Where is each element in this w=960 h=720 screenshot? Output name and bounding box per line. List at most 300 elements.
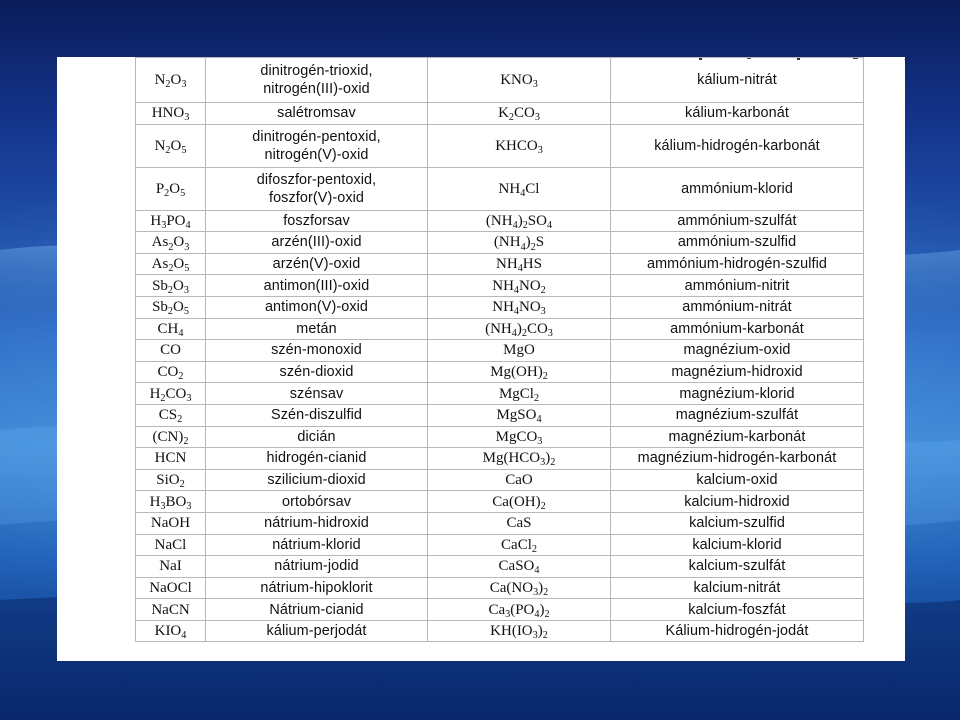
name-line: ammónium-karbonát bbox=[670, 320, 804, 337]
formula-subscript: 3 bbox=[540, 306, 546, 318]
formula-subscript: 3 bbox=[547, 327, 553, 339]
formula-cell bbox=[136, 361, 206, 383]
formula-symbol: SO bbox=[527, 212, 547, 229]
name-line: kalcium-szulfid bbox=[689, 515, 785, 532]
formula-cell bbox=[136, 426, 206, 448]
name-line: kalcium-nitrát bbox=[693, 579, 781, 596]
table-row bbox=[136, 534, 864, 556]
formula-symbol: Ca bbox=[488, 601, 506, 618]
formula-symbol: Sb bbox=[152, 277, 168, 294]
name-cell bbox=[611, 210, 864, 232]
name-line: kálium-hidrogén-karbonát bbox=[654, 137, 820, 154]
formula-symbol: Sb bbox=[152, 299, 168, 316]
formula-symbol: HCN bbox=[154, 450, 187, 467]
name-line: arzén(V)-oxid bbox=[272, 256, 361, 273]
formula-symbol: (NH bbox=[485, 212, 513, 229]
formula-symbol: NO bbox=[519, 277, 541, 294]
name-line: kálium-perjodát bbox=[266, 623, 367, 640]
name-line: ortobórsav bbox=[282, 493, 351, 510]
name-line: nátrium-jodid bbox=[274, 558, 359, 575]
name-cell bbox=[611, 124, 864, 167]
formula-cell bbox=[136, 577, 206, 599]
name-line: kalcium-hidroxid bbox=[684, 493, 790, 510]
name-cell bbox=[206, 448, 428, 470]
formula-symbol: As bbox=[151, 234, 169, 251]
formula-subscript: 3 bbox=[505, 608, 511, 620]
formula-subscript: 2 bbox=[179, 479, 185, 491]
table-row bbox=[136, 620, 864, 642]
formula-subscript: 2 bbox=[542, 630, 548, 642]
formula-subscript: 2 bbox=[165, 144, 171, 156]
formula-cell bbox=[428, 58, 611, 103]
formula-symbol: KIO bbox=[154, 623, 182, 640]
name-line: kálium-nitrát bbox=[697, 72, 777, 88]
name-line: magnézium-karbonát bbox=[668, 428, 806, 445]
name-cell bbox=[611, 296, 864, 318]
name-line: szénsav bbox=[289, 385, 344, 402]
name-cell bbox=[611, 448, 864, 470]
formula-cell bbox=[136, 167, 206, 210]
name-cell bbox=[611, 469, 864, 491]
formula-symbol: MgO bbox=[503, 342, 535, 359]
name-cell bbox=[206, 620, 428, 642]
name-line: foszforsav bbox=[283, 212, 350, 229]
formula-symbol: ) bbox=[517, 212, 523, 229]
formula-cell bbox=[136, 491, 206, 513]
name-line: nátrium-klorid bbox=[272, 536, 361, 553]
formula-symbol: ) bbox=[538, 579, 544, 596]
formula-symbol: NH bbox=[496, 256, 518, 273]
table-row bbox=[136, 469, 864, 491]
table-row bbox=[136, 577, 864, 599]
name-line: magnézium-hidrogén-karbonát bbox=[637, 450, 837, 467]
formula-cell bbox=[136, 404, 206, 426]
table-row bbox=[136, 210, 864, 232]
formula-subscript: 2 bbox=[168, 263, 174, 275]
formula-subscript: 2 bbox=[164, 187, 170, 199]
table-row bbox=[136, 340, 864, 362]
formula-cell bbox=[428, 491, 611, 513]
formula-subscript: 3 bbox=[537, 144, 543, 156]
formula-subscript: 5 bbox=[183, 306, 189, 318]
table-row bbox=[136, 124, 864, 167]
formula-symbol: NH bbox=[492, 277, 514, 294]
formula-subscript: 2 bbox=[177, 414, 183, 426]
formula-symbol: NH bbox=[498, 180, 521, 197]
formula-symbol: CO bbox=[514, 105, 535, 122]
formula-cell bbox=[136, 124, 206, 167]
formula-cell bbox=[428, 275, 611, 297]
formula-cell bbox=[428, 620, 611, 642]
formula-subscript: 2 bbox=[543, 587, 549, 599]
formula-symbol: O bbox=[173, 277, 184, 294]
table-row bbox=[136, 512, 864, 534]
name-cell bbox=[206, 340, 428, 362]
table-body bbox=[136, 58, 864, 642]
formula-subscript: 3 bbox=[534, 112, 540, 124]
name-line: magnézium-hidroxid bbox=[671, 364, 803, 381]
name-line: magnézium-szulfát bbox=[675, 407, 799, 424]
formula-cell bbox=[136, 296, 206, 318]
formula-symbol: S bbox=[535, 234, 545, 251]
name-cell bbox=[611, 232, 864, 254]
table-row bbox=[136, 426, 864, 448]
formula-subscript: 4 bbox=[534, 565, 540, 577]
formula-subscript: 3 bbox=[540, 457, 546, 469]
name-cell bbox=[611, 275, 864, 297]
table-row bbox=[136, 491, 864, 513]
formula-subscript: 2 bbox=[550, 457, 556, 469]
table-row bbox=[136, 232, 864, 254]
name-line: kalcium-oxid bbox=[696, 472, 778, 489]
formula-symbol: KH(IO bbox=[490, 623, 533, 640]
name-cell bbox=[206, 232, 428, 254]
formula-cell bbox=[136, 318, 206, 340]
name-line: dinitrogén-trioxid, bbox=[260, 63, 373, 79]
formula-cell bbox=[428, 167, 611, 210]
formula-cell bbox=[136, 58, 206, 103]
name-line: hidrogén-cianid bbox=[266, 450, 367, 467]
formula-cell bbox=[136, 512, 206, 534]
formula-cell bbox=[428, 124, 611, 167]
table-row bbox=[136, 448, 864, 470]
formula-symbol: (NH bbox=[493, 234, 521, 251]
formula-subscript: 3 bbox=[161, 219, 167, 231]
formula-symbol: CO bbox=[157, 364, 179, 381]
formula-subscript: 2 bbox=[522, 219, 528, 231]
formula-subscript: 2 bbox=[160, 392, 166, 404]
formula-subscript: 3 bbox=[184, 112, 190, 124]
formula-symbol: As bbox=[151, 256, 169, 273]
formula-symbol: Mg(HCO bbox=[482, 450, 541, 467]
formula-subscript: 4 bbox=[546, 219, 553, 231]
name-line: antimon(V)-oxid bbox=[264, 299, 369, 316]
name-cell bbox=[611, 253, 864, 275]
name-cell bbox=[206, 210, 428, 232]
name-cell bbox=[611, 103, 864, 125]
name-cell bbox=[206, 167, 428, 210]
table-row bbox=[136, 58, 864, 103]
name-line: nátrium-hidroxid bbox=[264, 515, 369, 532]
table-row bbox=[136, 361, 864, 383]
formula-subscript: 5 bbox=[180, 187, 186, 199]
name-cell bbox=[206, 491, 428, 513]
formula-cell bbox=[136, 448, 206, 470]
name-line: salétromsav bbox=[277, 105, 356, 122]
name-cell bbox=[206, 469, 428, 491]
formula-subscript: 4 bbox=[534, 608, 540, 620]
name-cell bbox=[206, 58, 428, 103]
name-line: metán bbox=[296, 320, 337, 337]
formula-cell bbox=[428, 426, 611, 448]
name-cell bbox=[206, 512, 428, 534]
name-line: kalcium-szulfát bbox=[688, 558, 786, 575]
formula-cell bbox=[428, 296, 611, 318]
formula-symbol: H bbox=[149, 493, 161, 510]
formula-symbol: MgSO bbox=[496, 407, 537, 424]
formula-subscript: 2 bbox=[540, 500, 546, 512]
name-cell bbox=[206, 275, 428, 297]
formula-subscript: 2 bbox=[167, 284, 173, 296]
name-line: nitrogén(V)-oxid bbox=[264, 146, 369, 163]
formula-symbol: HS bbox=[522, 256, 542, 273]
formula-symbol: CaO bbox=[505, 472, 533, 489]
formula-symbol: NaOCl bbox=[149, 579, 192, 596]
formula-subscript: 3 bbox=[183, 284, 189, 296]
name-line: arzén(III)-oxid bbox=[271, 234, 362, 251]
formula-subscript: 3 bbox=[160, 500, 166, 512]
formula-subscript: 2 bbox=[540, 284, 546, 296]
formula-subscript: 2 bbox=[183, 435, 189, 447]
formula-subscript: 5 bbox=[184, 263, 190, 275]
formula-subscript: 4 bbox=[511, 327, 517, 339]
formula-subscript: 2 bbox=[521, 327, 527, 339]
table-row bbox=[136, 556, 864, 578]
formula-symbol: Ca(OH) bbox=[492, 493, 541, 510]
name-line: difoszfor-pentoxid, bbox=[256, 171, 377, 188]
formula-subscript: 4 bbox=[517, 263, 523, 275]
formula-symbol: CS bbox=[158, 407, 178, 424]
name-cell bbox=[611, 383, 864, 405]
formula-symbol: Ca(NO bbox=[489, 579, 534, 596]
name-cell bbox=[206, 318, 428, 340]
formula-cell bbox=[136, 253, 206, 275]
table-row bbox=[136, 253, 864, 275]
name-cell bbox=[611, 491, 864, 513]
formula-subscript: 4 bbox=[513, 306, 519, 318]
formula-symbol: P bbox=[155, 180, 165, 197]
formula-symbol: PO bbox=[166, 212, 186, 229]
formula-symbol: ) bbox=[539, 601, 545, 618]
name-cell bbox=[611, 599, 864, 621]
table-row bbox=[136, 103, 864, 125]
formula-cell bbox=[428, 340, 611, 362]
formula-symbol: O bbox=[173, 299, 184, 316]
name-line: dicián bbox=[297, 428, 336, 445]
name-cell bbox=[206, 383, 428, 405]
formula-subscript: 4 bbox=[520, 187, 526, 199]
name-cell bbox=[611, 361, 864, 383]
formula-cell bbox=[428, 512, 611, 534]
name-line: nitrogén(III)-oxid bbox=[263, 81, 370, 97]
formula-cell bbox=[428, 361, 611, 383]
table-row bbox=[136, 167, 864, 210]
formula-symbol: NaCN bbox=[151, 601, 190, 618]
formula-symbol: MgCl bbox=[498, 385, 534, 402]
table-row bbox=[136, 296, 864, 318]
name-line: foszfor(V)-oxid bbox=[268, 189, 365, 206]
name-cell bbox=[611, 318, 864, 340]
formula-subscript: 2 bbox=[544, 608, 550, 620]
slide-panel bbox=[57, 57, 905, 661]
formula-subscript: 5 bbox=[181, 144, 187, 156]
formula-cell bbox=[136, 469, 206, 491]
formula-symbol: (PO bbox=[510, 601, 535, 618]
formula-symbol: CH bbox=[157, 320, 179, 337]
name-cell bbox=[206, 404, 428, 426]
name-line: ammónium-klorid bbox=[681, 180, 793, 197]
formula-subscript: 3 bbox=[533, 587, 539, 599]
formula-symbol: HNO bbox=[151, 105, 185, 122]
table-row bbox=[136, 599, 864, 621]
name-cell bbox=[206, 296, 428, 318]
name-line: kalcium-foszfát bbox=[688, 601, 786, 618]
formula-subscript: 2 bbox=[533, 392, 540, 404]
name-cell bbox=[611, 556, 864, 578]
formula-symbol: NaI bbox=[159, 558, 182, 575]
formula-symbol: ) bbox=[516, 320, 522, 337]
name-line: kalcium-klorid bbox=[692, 536, 782, 553]
formula-symbol: CO bbox=[160, 342, 181, 359]
name-cell bbox=[206, 577, 428, 599]
name-line: ammónium-szulfát bbox=[677, 212, 797, 229]
name-line: szilicium-dioxid bbox=[267, 472, 366, 489]
formula-symbol: O bbox=[173, 234, 185, 251]
name-line: ammónium-hidrogén-szulfid bbox=[646, 256, 828, 273]
formula-symbol: NO bbox=[519, 299, 541, 316]
formula-symbol: O bbox=[169, 180, 181, 197]
formula-symbol: N bbox=[154, 137, 166, 154]
formula-symbol: SiO bbox=[156, 472, 180, 489]
formula-subscript: 2 bbox=[531, 543, 537, 555]
formula-symbol: BO bbox=[165, 493, 187, 510]
formula-cell bbox=[428, 448, 611, 470]
formula-cell bbox=[136, 103, 206, 125]
name-line: szén-dioxid bbox=[279, 364, 354, 381]
name-line: szén-monoxid bbox=[271, 342, 362, 359]
name-cell bbox=[206, 426, 428, 448]
name-cell bbox=[611, 620, 864, 642]
formula-subscript: 3 bbox=[532, 630, 538, 642]
formula-cell bbox=[136, 232, 206, 254]
formula-subscript: 4 bbox=[520, 241, 526, 253]
name-line: ammónium-nitrát bbox=[682, 299, 792, 316]
name-cell bbox=[206, 556, 428, 578]
formula-cell bbox=[136, 340, 206, 362]
formula-subscript: 2 bbox=[165, 79, 171, 91]
formula-subscript: 2 bbox=[530, 241, 536, 253]
formula-symbol: (NH bbox=[485, 320, 512, 337]
name-cell bbox=[206, 103, 428, 125]
formula-symbol: ) bbox=[525, 234, 531, 251]
name-line: magnézium-oxid bbox=[683, 342, 791, 359]
name-cell bbox=[611, 404, 864, 426]
formula-cell bbox=[136, 534, 206, 556]
formula-subscript: 3 bbox=[532, 79, 538, 91]
formula-cell bbox=[428, 556, 611, 578]
table-row bbox=[136, 404, 864, 426]
formula-subscript: 2 bbox=[178, 371, 184, 383]
name-line: Szén-diszulfid bbox=[271, 407, 362, 424]
formula-cell bbox=[136, 599, 206, 621]
name-line: Kálium-hidrogén-jodát bbox=[665, 623, 809, 640]
formula-cell bbox=[428, 383, 611, 405]
formula-subscript: 2 bbox=[167, 306, 173, 318]
name-cell bbox=[611, 58, 864, 103]
formula-symbol: MgCO bbox=[495, 428, 538, 445]
formula-subscript: 2 bbox=[508, 112, 514, 124]
formula-symbol: Mg(OH) bbox=[490, 364, 543, 381]
formula-symbol: (CN) bbox=[152, 428, 184, 445]
formula-symbol: CaCl bbox=[501, 536, 532, 553]
formula-symbol: NH bbox=[492, 299, 514, 316]
name-cell bbox=[611, 577, 864, 599]
formula-symbol: CaSO bbox=[498, 558, 535, 575]
formula-cell bbox=[136, 275, 206, 297]
formula-symbol: K bbox=[498, 105, 509, 122]
formula-symbol: CO bbox=[526, 320, 548, 337]
name-cell bbox=[206, 253, 428, 275]
formula-subscript: 3 bbox=[186, 392, 192, 404]
formula-cell bbox=[136, 556, 206, 578]
name-line: Nátrium-cianid bbox=[269, 601, 364, 618]
name-line: kálium-karbonát bbox=[685, 105, 789, 122]
formula-symbol: N bbox=[154, 72, 166, 88]
formula-symbol: H bbox=[149, 385, 161, 402]
formula-subscript: 3 bbox=[184, 241, 190, 253]
formula-symbol: NaCl bbox=[154, 536, 187, 553]
name-cell bbox=[206, 124, 428, 167]
formula-subscript: 4 bbox=[185, 219, 191, 231]
formula-symbol: NaOH bbox=[150, 515, 191, 532]
name-line: dinitrogén-pentoxid, bbox=[252, 128, 381, 145]
formula-cell bbox=[136, 210, 206, 232]
table-row bbox=[136, 318, 864, 340]
name-cell bbox=[611, 167, 864, 210]
formula-symbol: H bbox=[150, 212, 162, 229]
formula-subscript: 4 bbox=[512, 219, 518, 231]
formula-subscript: 4 bbox=[536, 414, 542, 426]
formula-symbol: CaS bbox=[506, 515, 532, 532]
formula-cell bbox=[428, 577, 611, 599]
name-cell bbox=[611, 534, 864, 556]
formula-cell bbox=[428, 318, 611, 340]
formula-symbol: Cl bbox=[525, 180, 540, 197]
name-cell bbox=[611, 340, 864, 362]
formula-symbol: O bbox=[173, 256, 185, 273]
formula-symbol: ) bbox=[545, 450, 551, 467]
name-line: antimon(III)-oxid bbox=[263, 277, 370, 294]
formula-symbol: O bbox=[170, 137, 182, 154]
name-line: ammónium-nitrit bbox=[684, 277, 790, 294]
formula-cell bbox=[428, 469, 611, 491]
table-row bbox=[136, 275, 864, 297]
compound-names-table bbox=[135, 57, 864, 642]
formula-cell bbox=[428, 404, 611, 426]
formula-subscript: 4 bbox=[178, 327, 184, 339]
table-row bbox=[136, 383, 864, 405]
formula-subscript: 3 bbox=[537, 435, 543, 447]
formula-symbol: KNO bbox=[500, 72, 533, 88]
name-cell bbox=[206, 361, 428, 383]
formula-subscript: 4 bbox=[181, 630, 187, 642]
formula-cell bbox=[136, 383, 206, 405]
name-cell bbox=[206, 534, 428, 556]
name-cell bbox=[206, 599, 428, 621]
formula-subscript: 2 bbox=[542, 371, 548, 383]
formula-symbol: KHCO bbox=[495, 137, 538, 154]
formula-subscript: 3 bbox=[181, 79, 187, 91]
formula-subscript: 3 bbox=[186, 500, 192, 512]
formula-cell bbox=[428, 534, 611, 556]
formula-cell bbox=[428, 210, 611, 232]
name-cell bbox=[611, 426, 864, 448]
formula-cell bbox=[428, 232, 611, 254]
formula-subscript: 4 bbox=[513, 284, 519, 296]
name-line: magnézium-klorid bbox=[679, 385, 795, 402]
formula-cell bbox=[428, 599, 611, 621]
name-cell bbox=[611, 512, 864, 534]
